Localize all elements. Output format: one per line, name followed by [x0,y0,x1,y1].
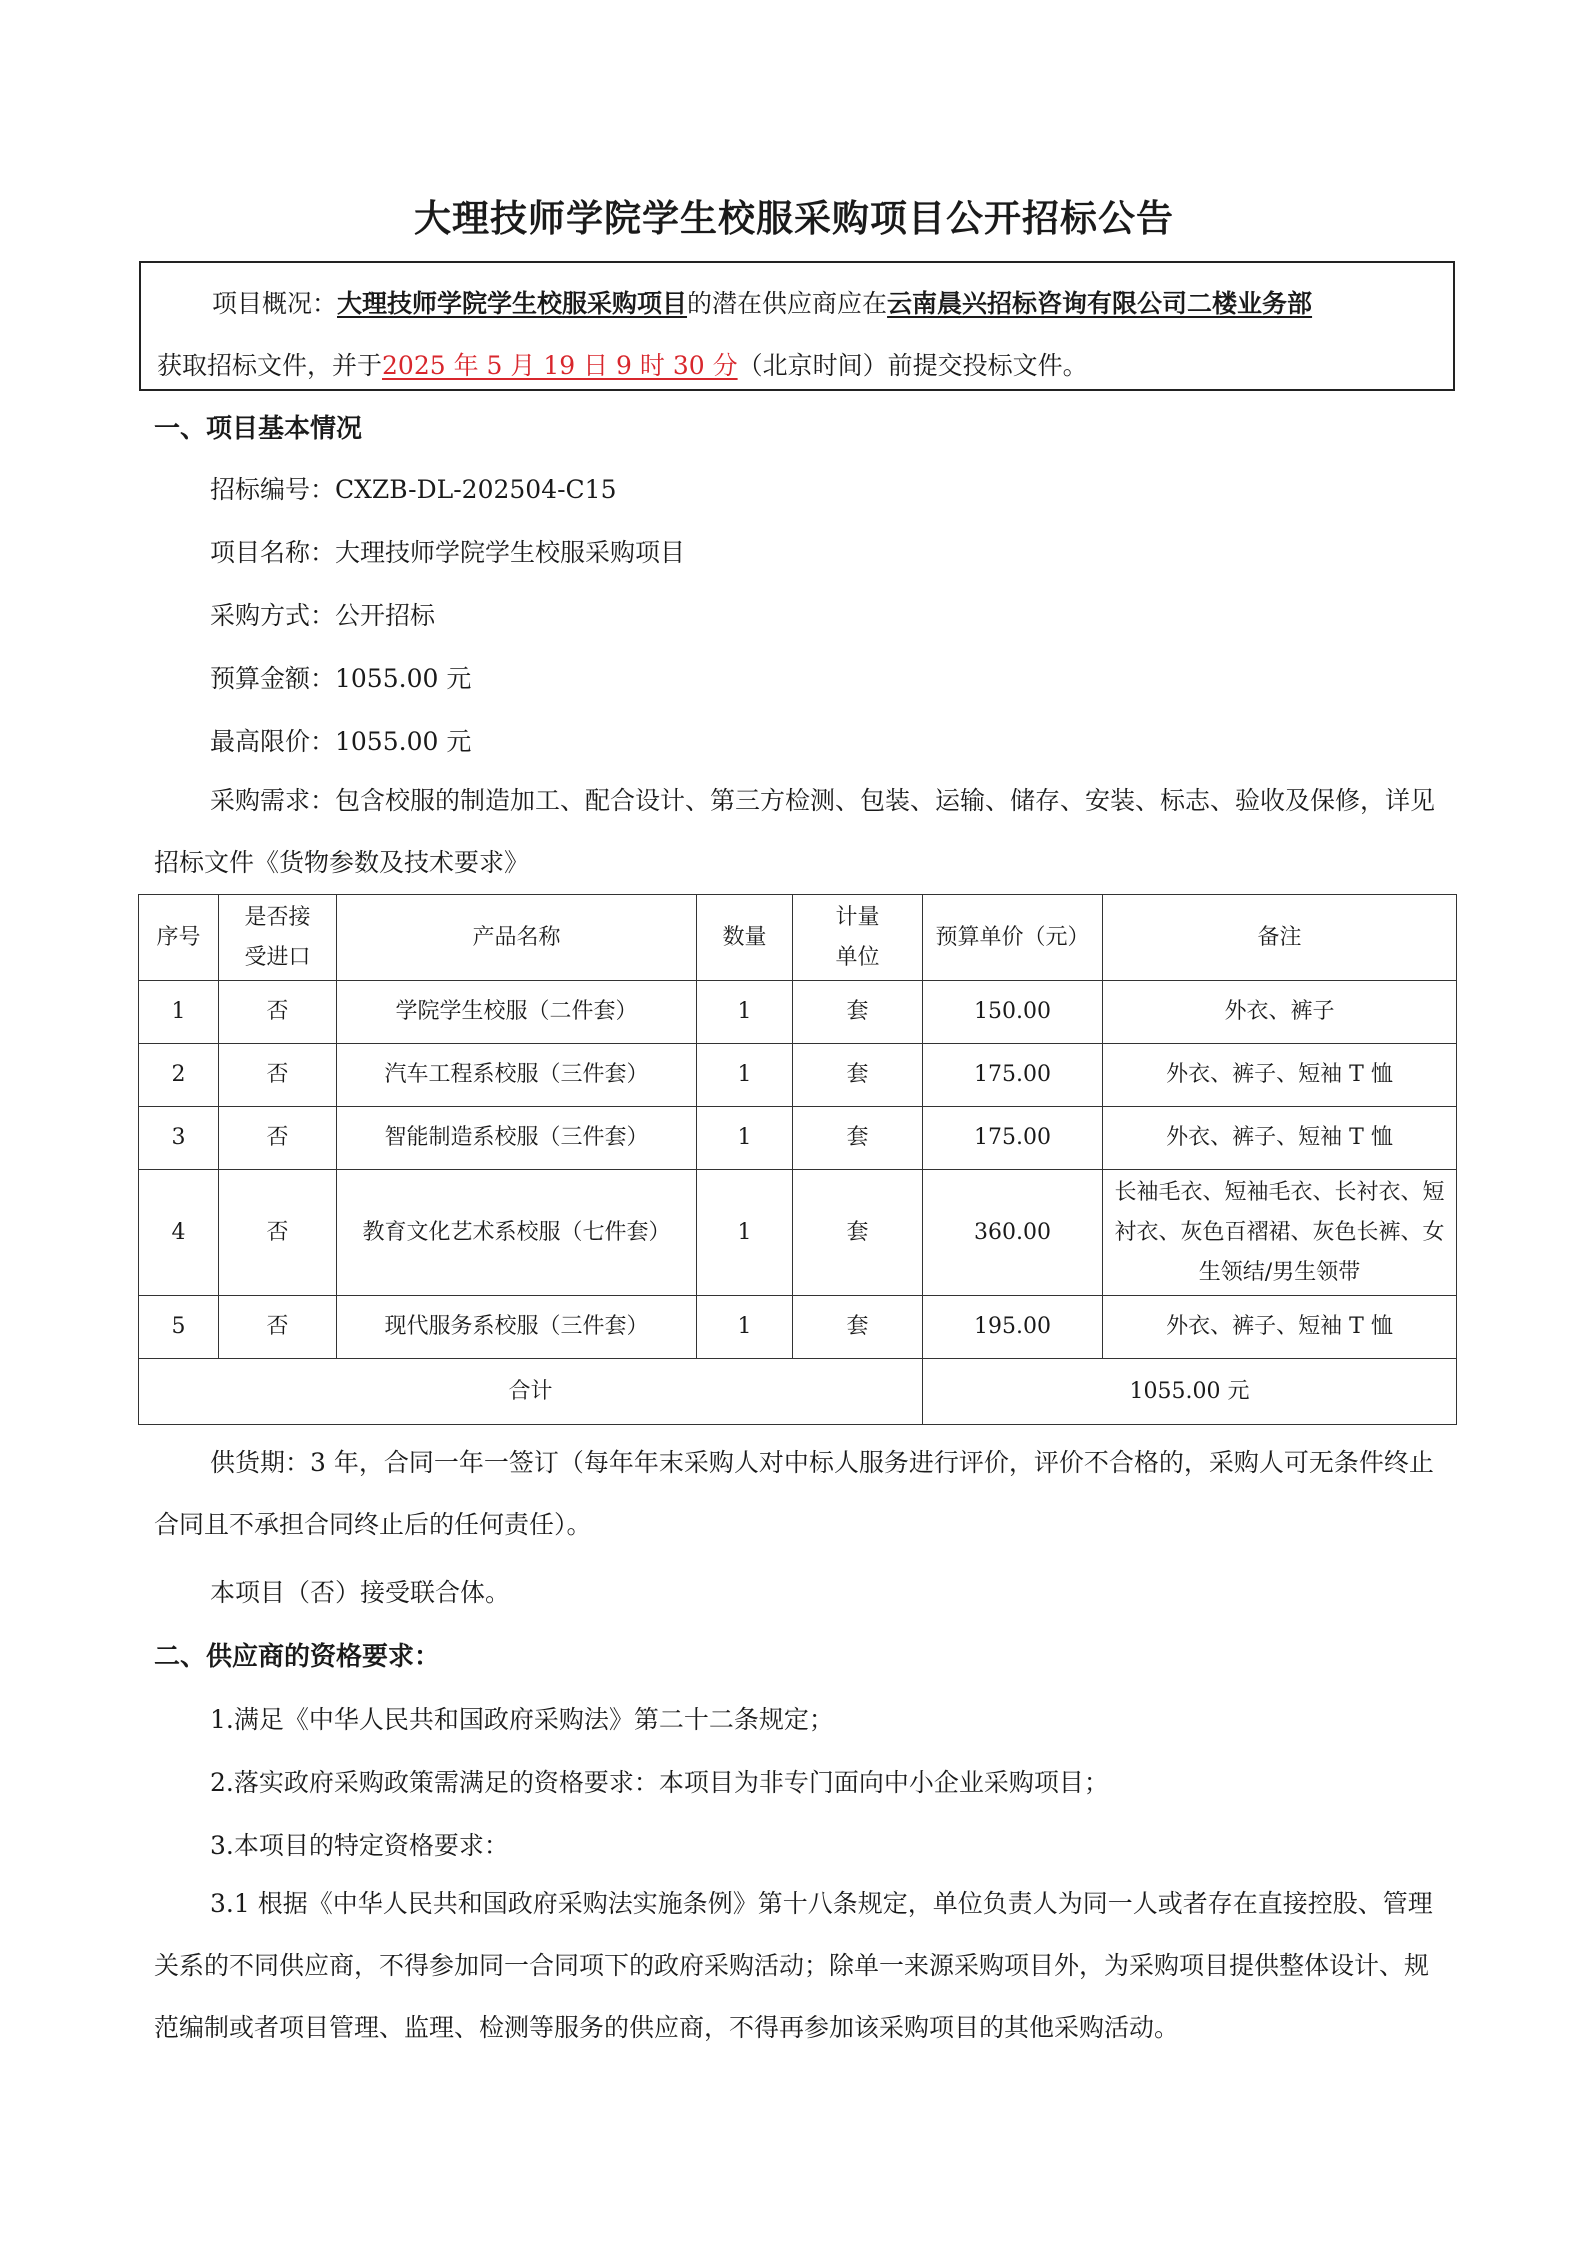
table-header-cell: 计量单位 [793,895,923,981]
table-cell: 教育文化艺术系校服（七件套） [337,1170,697,1296]
overview-line-1 [157,273,1437,335]
overview-deadline: 2025 年 5 月 19 日 9 时 30 分 [382,351,738,380]
table-header-cell: 备注 [1103,895,1457,981]
qualification-item-3: 3.本项目的特定资格要求： [210,1831,509,1860]
table-cell: 1 [697,1044,793,1107]
bid-number: 招标编号：CXZB-DL-202504-C15 [210,475,617,504]
table-header-cell: 产品名称 [337,895,697,981]
table-cell: 套 [793,1296,923,1359]
table-header-cell: 是否接受进口 [219,895,337,981]
section2-heading: 二、供应商的资格要求： [154,1642,441,1672]
table-total-row [139,1359,1457,1425]
qualification-item-1: 1.满足《中华人民共和国政府采购法》第二十二条规定； [210,1705,834,1734]
project-overview-box [139,261,1455,391]
table-cell: 套 [793,1044,923,1107]
consortium-statement: 本项目（否）接受联合体。 [210,1578,511,1607]
overview-prefix: 项目概况： [212,289,338,318]
table-cell: 套 [793,1107,923,1170]
table-cell: 1 [697,1107,793,1170]
table-row [139,981,1457,1044]
table-cell: 外衣、裤子、短袖 T 恤 [1103,1044,1457,1107]
total-label: 合计 [139,1359,923,1425]
overview-location: 云南晨兴招标咨询有限公司二楼业务部 [887,289,1313,318]
table-header-row [139,895,1457,981]
overview-project-name: 大理技师学院学生校服采购项目 [337,289,688,318]
table-cell: 长袖毛衣、短袖毛衣、长衬衣、短衬衣、灰色百褶裙、灰色长裤、女生领结/男生领带 [1103,1170,1457,1296]
table-cell: 套 [793,1170,923,1296]
table-cell: 150.00 [923,981,1103,1044]
table-cell: 2 [139,1044,219,1107]
qualification-item-2: 2.落实政府采购政策需满足的资格要求：本项目为非专门面向中小企业采购项目； [210,1768,1109,1797]
table-cell: 外衣、裤子 [1103,981,1457,1044]
table-cell: 5 [139,1296,219,1359]
table-cell: 否 [219,1107,337,1170]
total-value: 1055.00 元 [923,1359,1457,1425]
table-cell: 套 [793,981,923,1044]
items-table [138,894,1457,1425]
overview-line2-suffix: （北京时间）前提交投标文件。 [737,351,1088,380]
table-cell: 现代服务系校服（三件套） [337,1296,697,1359]
table-cell: 否 [219,1296,337,1359]
procurement-requirement: 采购需求：包含校服的制造加工、配合设计、第三方检测、包装、运输、储存、安装、标志、验收及保修，详见招标文件《货物参数及技术要求》 [154,786,1436,877]
table-cell: 1 [697,1170,793,1296]
max-price: 最高限价：1055.00 元 [210,727,472,756]
table-row [139,1296,1457,1359]
supply-period: 供货期：3 年，合同一年一签订（每年年末采购人对中标人服务进行评价，评价不合格的，采购人可无条件终止合同且不承担合同终止后的任何责任）。 [154,1448,1434,1539]
overview-line-2 [157,335,1437,397]
table-cell: 1 [697,1296,793,1359]
table-cell: 1 [697,981,793,1044]
table-row [139,1107,1457,1170]
table-cell: 195.00 [923,1296,1103,1359]
procurement-method: 采购方式：公开招标 [210,601,436,630]
table-cell: 4 [139,1170,219,1296]
table-cell: 学院学生校服（二件套） [337,981,697,1044]
page-title: 大理技师学院学生校服采购项目公开招标公告 [414,197,1174,240]
project-name-line: 项目名称：大理技师学院学生校服采购项目 [210,538,686,567]
table-header-cell: 数量 [697,895,793,981]
table-row [139,1170,1457,1296]
table-cell: 汽车工程系校服（三件套） [337,1044,697,1107]
table-cell: 外衣、裤子、短袖 T 恤 [1103,1107,1457,1170]
table-header-cell: 序号 [139,895,219,981]
overview-line2-prefix: 获取招标文件，并于 [157,351,383,380]
qualification-item-3-1: 3.1 根据《中华人民共和国政府采购法实施条例》第十八条规定，单位负责人为同一人或者存在直接控股、管理关系的不同供应商，不得参加同一合同项下的政府采购活动；除单一来源采购项目外，为采购项目提供整体设计、规范编制或者项目管理、监理、检测等服务的供应商，不得再参加该采购项目的其他采购活动。 [154,1889,1433,2042]
table-cell: 175.00 [923,1044,1103,1107]
table-cell: 智能制造系校服（三件套） [337,1107,697,1170]
budget-amount: 预算金额：1055.00 元 [210,664,472,693]
table-header-cell: 预算单价（元） [923,895,1103,981]
table-cell: 否 [219,1044,337,1107]
table-cell: 否 [219,1170,337,1296]
table-cell: 否 [219,981,337,1044]
table-cell: 360.00 [923,1170,1103,1296]
table-cell: 1 [139,981,219,1044]
overview-middle: 的潜在供应商应在 [687,289,888,318]
section1-heading: 一、项目基本情况 [154,414,363,444]
table-cell: 外衣、裤子、短袖 T 恤 [1103,1296,1457,1359]
table-cell: 3 [139,1107,219,1170]
table-row [139,1044,1457,1107]
table-cell: 175.00 [923,1107,1103,1170]
